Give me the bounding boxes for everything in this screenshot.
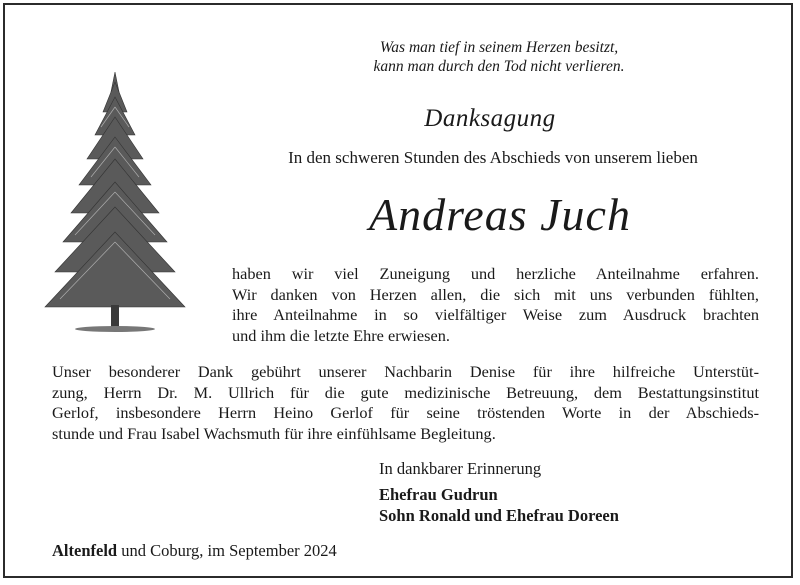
heading-danksagung: Danksagung bbox=[424, 105, 556, 132]
text-line: ihre Anteilnahme in so vielfältiger Weise zum Ausdruck brachten bbox=[232, 305, 759, 324]
obituary-card bbox=[3, 3, 793, 578]
place-town: Altenfeld bbox=[52, 541, 118, 560]
text-line: und ihm die letzte Ehre erwiesen. bbox=[232, 325, 450, 345]
motto-line: Was man tief in seinem Herzen besitzt, bbox=[379, 39, 619, 56]
motto-line: kann man durch den Tod nicht verlieren. bbox=[373, 58, 625, 75]
motto-quote bbox=[305, 38, 693, 76]
signers-block bbox=[379, 484, 619, 526]
text-line: stunde und Frau Isabel Wachsmuth für ihre einfühlsame Begleitung. bbox=[52, 423, 496, 443]
place-rest: und Coburg, im September 2024 bbox=[117, 541, 337, 560]
thanks-paragraph bbox=[232, 264, 759, 346]
place-date-line bbox=[52, 541, 337, 561]
fir-tree-icon bbox=[35, 67, 195, 342]
text-line: Gerlof, insbesondere Herrn Heino Gerlof für seine tröstenden Worte in der Abschieds- bbox=[52, 403, 759, 422]
signer-name: Ehefrau Gudrun bbox=[379, 485, 498, 504]
text-line: haben wir viel Zuneigung und herzliche Anteilnahme erfahren. bbox=[232, 264, 759, 283]
text-line: Unser besonderer Dank gebührt unserer Nachbarin Denise für ihre hilfreiche Unterstüt- bbox=[52, 362, 759, 381]
signer-name: Sohn Ronald und Ehefrau Doreen bbox=[379, 506, 619, 525]
deceased-name: Andreas Juch bbox=[369, 189, 631, 240]
text-line: zung, Herrn Dr. M. Ullrich für die gute medizinische Betreuung, dem Bestattungsinstitut bbox=[52, 382, 759, 402]
text-line: Wir danken von Herzen allen, die sich mit uns verbunden fühlten, bbox=[232, 284, 759, 304]
intro-text: In den schweren Stunden des Abschieds von unserem lieben bbox=[288, 148, 698, 167]
special-thanks-paragraph bbox=[52, 362, 759, 444]
memory-phrase: In dankbarer Erinnerung bbox=[379, 459, 542, 478]
